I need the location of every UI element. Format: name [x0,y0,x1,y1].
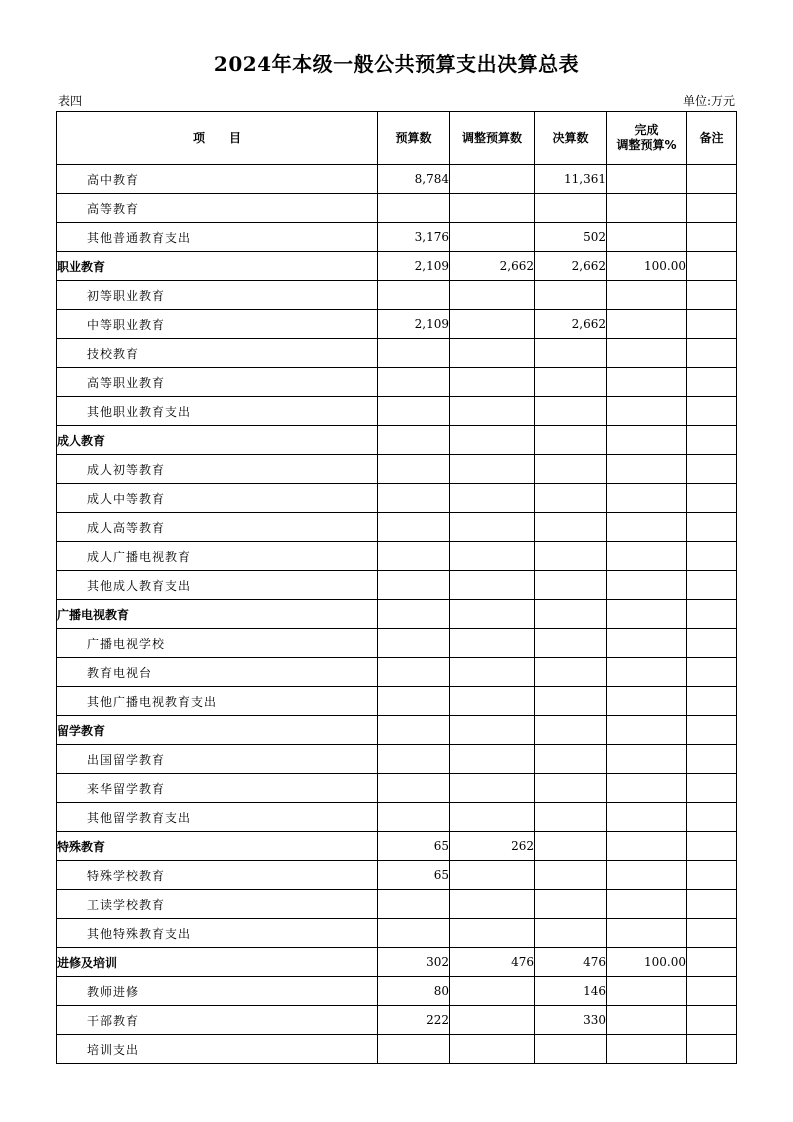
item-name-cell: 其他成人教育支出 [57,571,378,600]
final-cell [535,455,607,484]
table-row [57,571,737,600]
final-cell: 146 [535,977,607,1006]
table-row [57,745,737,774]
final-cell: 476 [535,948,607,977]
unit-label: 单位:万元 [682,94,735,108]
remark-cell [687,281,737,310]
final-cell [535,339,607,368]
remark-cell [687,803,737,832]
budget-cell: 222 [378,1006,450,1035]
final-cell [535,368,607,397]
budget-cell [378,1035,450,1064]
budget-cell: 2,109 [378,310,450,339]
budget-cell: 3,176 [378,223,450,252]
remark-cell [687,310,737,339]
item-name-cell: 高等职业教育 [57,368,378,397]
remark-cell [687,832,737,861]
budget-cell: 2,109 [378,252,450,281]
completion-cell [607,513,687,542]
item-name-cell: 工读学校教育 [57,890,378,919]
final-cell [535,861,607,890]
completion-cell [607,745,687,774]
completion-cell [607,194,687,223]
budget-cell [378,600,450,629]
item-name-cell: 干部教育 [57,1006,378,1035]
budget-cell [378,368,450,397]
item-name-cell: 成人中等教育 [57,484,378,513]
completion-cell [607,368,687,397]
budget-cell: 8,784 [378,165,450,194]
budget-cell: 80 [378,977,450,1006]
table-row-category [57,252,737,281]
final-cell [535,571,607,600]
adjusted-budget-cell [450,716,535,745]
table-row [57,310,737,339]
header-completion-line1: 完成 [634,123,659,137]
item-name-cell: 出国留学教育 [57,745,378,774]
final-cell [535,716,607,745]
completion-cell [607,571,687,600]
final-cell [535,745,607,774]
remark-cell [687,339,737,368]
budget-cell [378,513,450,542]
adjusted-budget-cell [450,223,535,252]
completion-cell [607,165,687,194]
item-name-cell: 来华留学教育 [57,774,378,803]
table-body [57,165,737,1064]
final-cell [535,629,607,658]
adjusted-budget-cell [450,194,535,223]
adjusted-budget-cell [450,629,535,658]
table-row [57,919,737,948]
remark-cell [687,252,737,281]
adjusted-budget-cell [450,890,535,919]
table-row [57,803,737,832]
adjusted-budget-cell [450,484,535,513]
remark-cell [687,513,737,542]
table-row [57,368,737,397]
budget-cell [378,658,450,687]
item-name-cell: 教师进修 [57,977,378,1006]
adjusted-budget-cell [450,368,535,397]
header-completion [607,112,687,165]
final-cell: 330 [535,1006,607,1035]
item-name-cell: 成人教育 [57,426,378,455]
header-budget: 预算数 [378,112,450,165]
adjusted-budget-cell [450,339,535,368]
final-cell: 502 [535,223,607,252]
completion-cell [607,658,687,687]
final-cell [535,426,607,455]
final-cell: 2,662 [535,310,607,339]
remark-cell [687,890,737,919]
budget-cell [378,281,450,310]
remark-cell [687,861,737,890]
budget-cell [378,397,450,426]
budget-cell [378,571,450,600]
table-row [57,513,737,542]
table-row [57,339,737,368]
completion-cell [607,1006,687,1035]
budget-cell [378,194,450,223]
remark-cell [687,194,737,223]
table-row [57,223,737,252]
item-name-cell: 其他特殊教育支出 [57,919,378,948]
table-row [57,1006,737,1035]
table-row [57,977,737,1006]
completion-cell [607,861,687,890]
adjusted-budget-cell [450,455,535,484]
remark-cell [687,455,737,484]
adjusted-budget-cell: 262 [450,832,535,861]
final-cell [535,919,607,948]
budget-cell [378,716,450,745]
table-row [57,281,737,310]
remark-cell [687,397,737,426]
budget-cell [378,542,450,571]
remark-cell [687,774,737,803]
budget-cell [378,455,450,484]
table-row-category [57,426,737,455]
completion-cell [607,629,687,658]
budget-cell [378,629,450,658]
item-name-cell: 教育电视台 [57,658,378,687]
completion-cell [607,832,687,861]
item-name-cell: 高中教育 [57,165,378,194]
completion-cell [607,687,687,716]
completion-cell [607,890,687,919]
adjusted-budget-cell [450,658,535,687]
table-row [57,542,737,571]
adjusted-budget-cell [450,803,535,832]
completion-cell [607,542,687,571]
item-name-cell: 广播电视教育 [57,600,378,629]
final-cell [535,600,607,629]
completion-cell [607,281,687,310]
item-name-cell: 高等教育 [57,194,378,223]
page-title: 2024年本级一般公共预算支出决算总表 [213,52,580,76]
budget-cell [378,745,450,774]
final-cell [535,397,607,426]
remark-cell [687,658,737,687]
adjusted-budget-cell [450,977,535,1006]
remark-cell [687,1006,737,1035]
item-name-cell: 培训支出 [57,1035,378,1064]
item-name-cell: 留学教育 [57,716,378,745]
header-final: 决算数 [535,112,607,165]
remark-cell [687,223,737,252]
header-row [57,112,737,165]
final-cell [535,542,607,571]
table-row [57,455,737,484]
header-completion-line2: 调整预算% [616,138,677,152]
item-name-cell: 进修及培训 [57,948,378,977]
budget-cell [378,890,450,919]
adjusted-budget-cell [450,745,535,774]
remark-cell [687,484,737,513]
remark-cell [687,919,737,948]
remark-cell [687,629,737,658]
completion-cell [607,484,687,513]
header-remark: 备注 [687,112,737,165]
final-cell [535,658,607,687]
adjusted-budget-cell [450,1006,535,1035]
item-name-cell: 广播电视学校 [57,629,378,658]
table-row [57,890,737,919]
table-row [57,774,737,803]
header-item: 项 目 [57,112,378,165]
adjusted-budget-cell [450,1035,535,1064]
item-name-cell: 成人初等教育 [57,455,378,484]
adjusted-budget-cell [450,919,535,948]
completion-cell [607,426,687,455]
item-name-cell: 中等职业教育 [57,310,378,339]
adjusted-budget-cell [450,774,535,803]
final-cell: 11,361 [535,165,607,194]
table-row-category [57,832,737,861]
completion-cell [607,919,687,948]
final-cell [535,687,607,716]
remark-cell [687,542,737,571]
budget-cell [378,774,450,803]
completion-cell [607,774,687,803]
remark-cell [687,600,737,629]
budget-cell [378,426,450,455]
completion-cell: 100.00 [607,948,687,977]
item-name-cell: 其他职业教育支出 [57,397,378,426]
remark-cell [687,165,737,194]
adjusted-budget-cell [450,600,535,629]
budget-cell [378,484,450,513]
adjusted-budget-cell [450,426,535,455]
table-row [57,861,737,890]
completion-cell [607,977,687,1006]
remark-cell [687,426,737,455]
table-row-category [57,716,737,745]
final-cell [535,1035,607,1064]
final-cell: 2,662 [535,252,607,281]
adjusted-budget-cell [450,861,535,890]
table-row [57,165,737,194]
budget-cell [378,687,450,716]
budget-table [56,111,737,1064]
adjusted-budget-cell [450,397,535,426]
item-name-cell: 成人广播电视教育 [57,542,378,571]
budget-cell: 302 [378,948,450,977]
budget-cell [378,803,450,832]
adjusted-budget-cell [450,165,535,194]
adjusted-budget-cell [450,571,535,600]
adjusted-budget-cell [450,310,535,339]
completion-cell [607,600,687,629]
item-name-cell: 技校教育 [57,339,378,368]
table-row [57,1035,737,1064]
completion-cell: 100.00 [607,252,687,281]
item-name-cell: 其他广播电视教育支出 [57,687,378,716]
budget-cell: 65 [378,832,450,861]
table-label: 表四 [58,94,83,108]
item-name-cell: 职业教育 [57,252,378,281]
adjusted-budget-cell: 476 [450,948,535,977]
table-row [57,484,737,513]
remark-cell [687,977,737,1006]
completion-cell [607,223,687,252]
completion-cell [607,397,687,426]
final-cell [535,484,607,513]
adjusted-budget-cell [450,281,535,310]
completion-cell [607,339,687,368]
completion-cell [607,1035,687,1064]
remark-cell [687,716,737,745]
table-row-category [57,600,737,629]
item-name-cell: 特殊教育 [57,832,378,861]
adjusted-budget-cell [450,513,535,542]
header-adjusted: 调整预算数 [450,112,535,165]
table-row [57,629,737,658]
final-cell [535,194,607,223]
final-cell [535,803,607,832]
table-row [57,194,737,223]
budget-cell [378,919,450,948]
item-name-cell: 其他普通教育支出 [57,223,378,252]
final-cell [535,281,607,310]
completion-cell [607,310,687,339]
budget-cell [378,339,450,368]
final-cell [535,774,607,803]
remark-cell [687,571,737,600]
remark-cell [687,948,737,977]
table-row-category [57,948,737,977]
remark-cell [687,745,737,774]
item-name-cell: 成人高等教育 [57,513,378,542]
completion-cell [607,803,687,832]
item-name-cell: 初等职业教育 [57,281,378,310]
remark-cell [687,1035,737,1064]
budget-cell: 65 [378,861,450,890]
item-name-cell: 其他留学教育支出 [57,803,378,832]
final-cell [535,890,607,919]
final-cell [535,832,607,861]
table-row [57,658,737,687]
remark-cell [687,687,737,716]
remark-cell [687,368,737,397]
table-row [57,397,737,426]
table-row [57,687,737,716]
completion-cell [607,716,687,745]
item-name-cell: 特殊学校教育 [57,861,378,890]
final-cell [535,513,607,542]
adjusted-budget-cell [450,687,535,716]
adjusted-budget-cell: 2,662 [450,252,535,281]
adjusted-budget-cell [450,542,535,571]
completion-cell [607,455,687,484]
